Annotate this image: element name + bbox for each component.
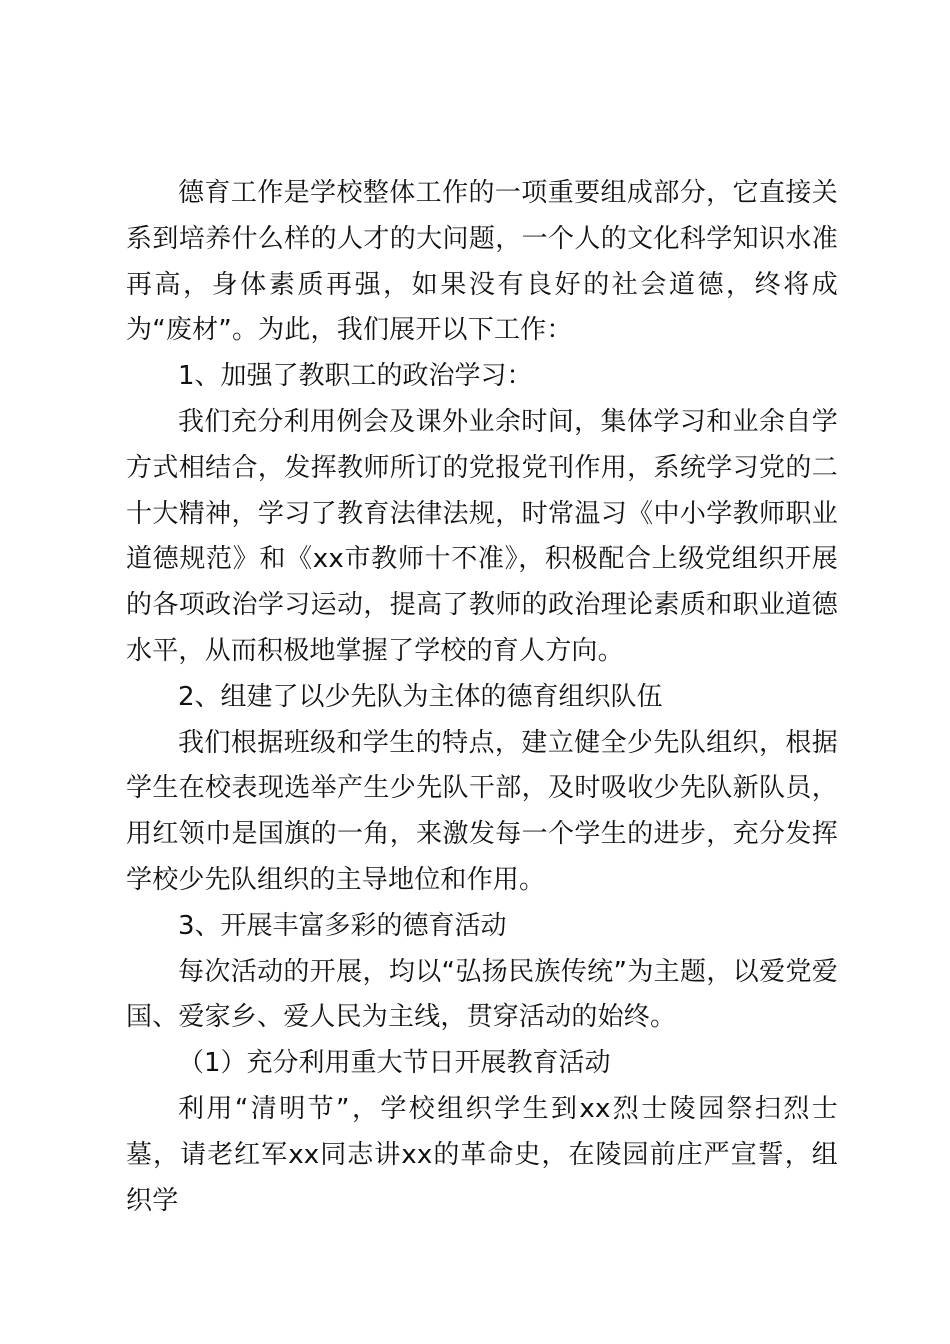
section-heading-3: 3、开展丰富多彩的德育活动 <box>178 910 507 941</box>
document-body <box>126 171 838 1224</box>
subsection-1-paragraph: 利用“清明节”，学校组织学生到xx烈士陵园祭扫烈士墓，请老红军xx同志讲xx的革命史，在陵园前庄严宣誓，组织学 <box>126 1093 838 1216</box>
section-heading-1: 1、加强了教职工的政治学习： <box>178 361 533 392</box>
intro-paragraph: 德育工作是学校整体工作的一项重要组成部分，它直接关系到培养什么样的人才的大问题，一个人的文化科学知识水准再高，身体素质再强，如果没有良好的社会道德，终将成为“废材”。为此，我们展开以下工作： <box>126 178 838 346</box>
section-1-paragraph: 我们充分利用例会及课外业余时间，集体学习和业余自学方式相结合，发挥教师所订的党报党刊作用，系统学习党的二十大精神，学习了教育法律法规，时常温习《中小学教师职业道德规范》和《xx市教师十不准》，积极配合上级党组织开展的各项政治学习运动，提高了教师的政治理论素质和职业道德水平，从而积极地掌握了学校的育人方向。 <box>126 406 838 666</box>
subsection-heading-1: （1）充分利用重大节日开展教育活动 <box>178 1048 611 1079</box>
section-2-paragraph: 我们根据班级和学生的特点，建立健全少先队组织，根据学生在校表现选举产生少先队干部，及时吸收少先队新队员，用红领巾是国旗的一角，来激发每一个学生的进步，充分发挥学校少先队组织的主导地位和作用。 <box>126 727 838 895</box>
section-heading-2: 2、组建了以少先队为主体的德育组织队伍 <box>178 681 663 712</box>
section-3-paragraph: 每次活动的开展，均以“弘扬民族传统”为主题，以爱党爱国、爱家乡、爱人民为主线，贯穿活动的始终。 <box>126 956 838 1033</box>
